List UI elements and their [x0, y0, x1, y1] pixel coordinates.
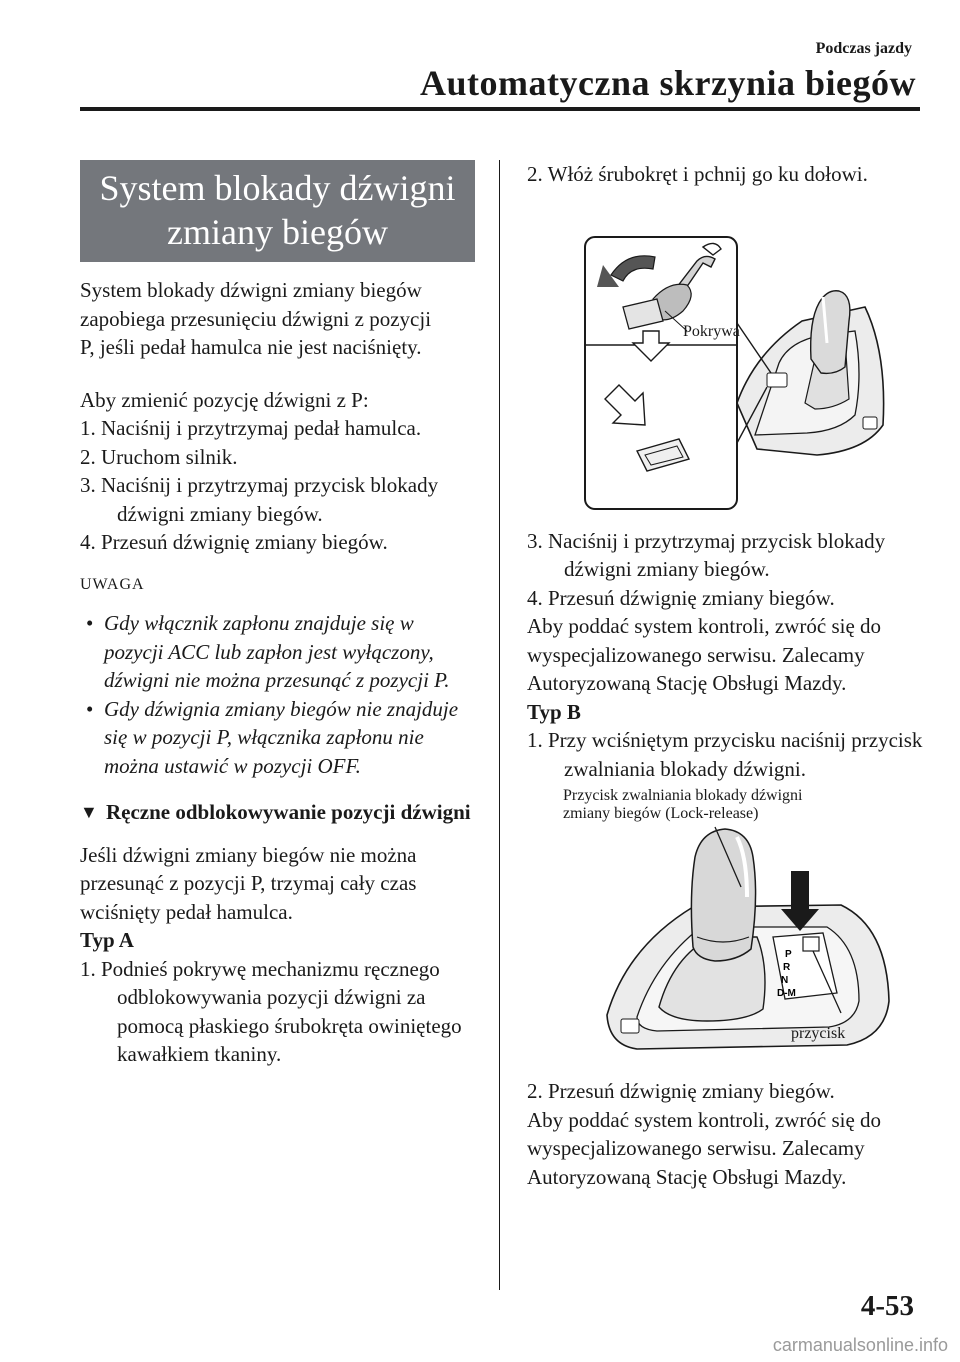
watermark: carmanualsonline.info: [772, 1335, 948, 1355]
triangle-down-icon: ▼: [80, 802, 98, 822]
gate-d-label: D-M: [777, 988, 796, 999]
header-rule: [80, 107, 920, 111]
intro-line: System blokady dźwigni zmiany biegów: [80, 278, 422, 302]
manual-text-line: Jeśli dźwigni zmiany biegów nie można: [80, 842, 417, 867]
running-header-title: Automatyczna skrzynia biegów: [420, 63, 916, 103]
step-item: 3. Naciśnij i przytrzymaj przycisk blokady dźwigni zmiany biegów.: [80, 473, 439, 526]
bullet-icon: •: [86, 611, 94, 635]
step-item: 1. Naciśnij i przytrzymaj pedał hamulca.: [80, 416, 422, 440]
type-a-label: Typ A: [80, 928, 134, 952]
type-a-step: 1. Podnieś pokrywę mechanizmu ręcznego odblokowywania pozycji dźwigni za pomocą płaskiego śrubokręta owiniętego kawałkiem tkaniny.: [80, 956, 462, 1066]
service-text: Aby poddać system kontroli, zwróć się do wyspecjalizowanego serwisu. Zalecamy Autoryzowaną Stację Obsługi Mazdy.: [527, 1107, 882, 1189]
note-text: Gdy włącznik zapłonu znajduje się w pozycji ACC lub zapłon jest wyłączony, dźwigni nie można przesunąć z pozycji P.: [104, 611, 450, 692]
right-column: [527, 160, 927, 1191]
page-number: 4-53: [860, 1290, 914, 1322]
section-title-line2: zmiany biegów: [167, 212, 388, 252]
service-text: Aby poddać system kontroli, zwróć się do wyspecjalizowanego serwisu. Zalecamy Autoryzowaną Stację Obsługi Mazdy.: [527, 614, 882, 695]
subheading: [80, 798, 475, 827]
left-column: [80, 160, 475, 1069]
section-title-line1: System blokady dźwigni: [99, 168, 456, 208]
step-item: 4. Przesuń dźwignię zmiany biegów.: [527, 585, 835, 610]
step-item: 3. Naciśnij i przytrzymaj przycisk blokady dźwigni zmiany biegów.: [527, 528, 886, 581]
gate-r-label: R: [783, 962, 791, 973]
type-b-step: 2. Przesuń dźwignię zmiany biegów.: [527, 1079, 835, 1103]
type-b-label: Typ B: [527, 699, 581, 724]
figure-label-lock-release: Przycisk zwalniania blokady dźwigni zmiany biegów (Lock-release): [563, 787, 803, 822]
step-item: 2. Uruchom silnik.: [80, 444, 238, 469]
type-b-illustration: [597, 787, 937, 1067]
change-intro: Aby zmienić pozycję dźwigni z P:: [80, 387, 369, 412]
figure-label-cover: Pokrywa: [683, 322, 740, 340]
figure-type-a: [527, 203, 927, 519]
figure-label-button: przycisk: [791, 1025, 846, 1042]
bullet-icon: •: [86, 696, 94, 721]
figure-type-b: [527, 787, 927, 1067]
intro-line: zapobiega przesunięciu dźwigni z pozycji: [80, 306, 432, 331]
step-item: 2. Włóż śrubokręt i pchnij go ku dołowi.: [527, 162, 868, 186]
note-item: [80, 609, 475, 695]
gate-n-label: N: [781, 975, 789, 986]
type-b-step: 1. Przy wciśniętym przycisku naciśnij przycisk zwalniania blokady dźwigni.: [527, 728, 923, 781]
type-a-illustration: [527, 203, 897, 519]
note-item: [80, 695, 475, 781]
subheading-text: Ręczne odblokowywanie pozycji dźwigni: [106, 800, 471, 824]
note-text: Gdy dźwignia zmiany biegów nie znajduje się w pozycji P, włącznika zapłonu nie można ustawić w pozycji OFF.: [104, 696, 459, 778]
manual-text-line: przesunąć z pozycji P, trzymaj cały czas: [80, 871, 417, 895]
section-title-box: [80, 160, 475, 262]
intro-line: P, jeśli pedał hamulca nie jest naciśnięty.: [80, 335, 422, 359]
note-label: UWAGA: [80, 575, 145, 593]
manual-text-line: wciśnięty pedał hamulca.: [80, 899, 293, 924]
column-divider: [499, 160, 500, 1290]
running-header-section: Podczas jazdy: [815, 40, 912, 57]
gate-p-label: P: [785, 949, 792, 960]
step-item: 4. Przesuń dźwignię zmiany biegów.: [80, 530, 388, 554]
